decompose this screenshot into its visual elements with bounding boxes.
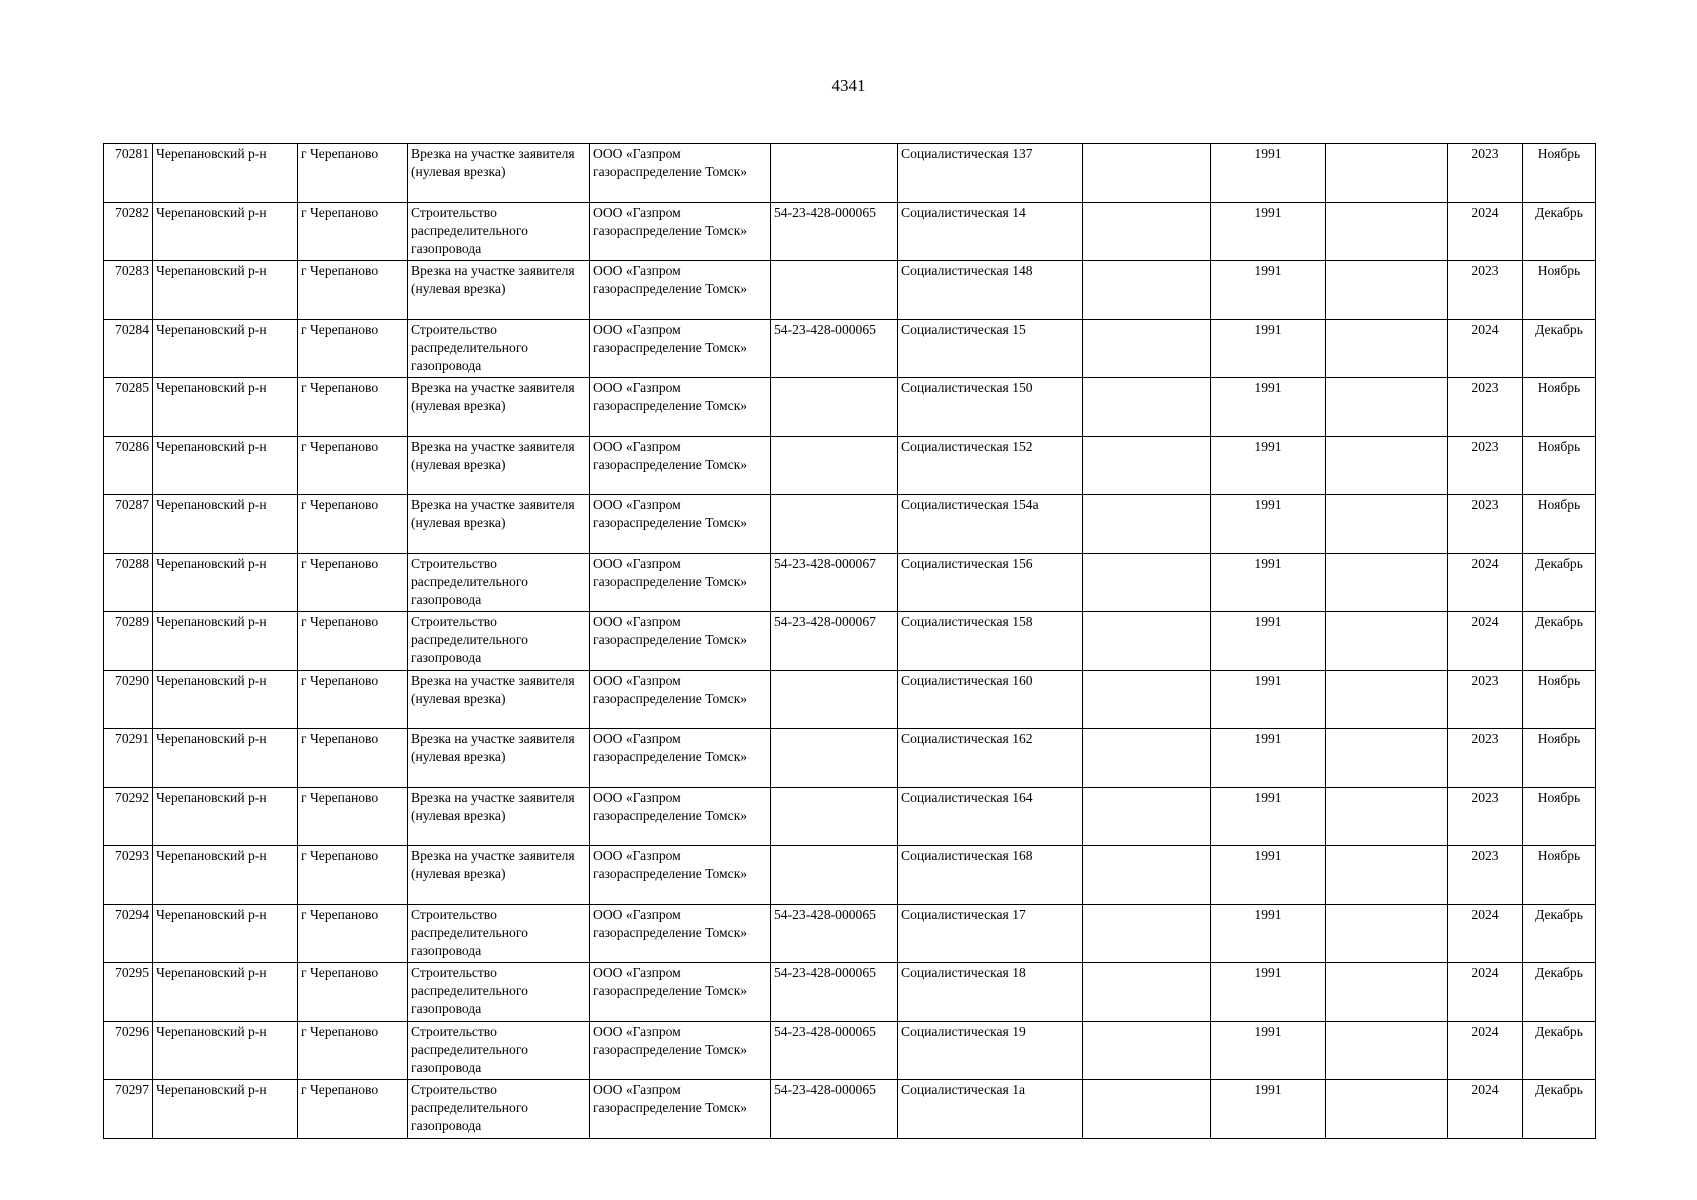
cell-address: Социалистическая 1а	[898, 1080, 1083, 1139]
cell-year: 1991	[1211, 729, 1326, 788]
cell-empty	[1326, 144, 1448, 203]
cell-locality: г Черепаново	[298, 436, 408, 495]
cell-code: 54-23-428-000065	[771, 202, 898, 261]
cell-month: Декабрь	[1523, 1080, 1596, 1139]
cell-id: 70285	[104, 378, 153, 437]
cell-organization: ООО «Газпром газораспределение Томск»	[590, 553, 771, 612]
cell-year: 1991	[1211, 495, 1326, 554]
cell-address: Социалистическая 160	[898, 670, 1083, 729]
cell-month: Ноябрь	[1523, 670, 1596, 729]
table-row	[104, 612, 1596, 671]
cell-district: Черепановский р-н	[153, 436, 298, 495]
cell-plan-year: 2024	[1448, 319, 1523, 378]
table-row	[104, 553, 1596, 612]
cell-work-type: Строительство распределительного газопровода	[408, 319, 590, 378]
cell-code: 54-23-428-000065	[771, 319, 898, 378]
cell-year: 1991	[1211, 553, 1326, 612]
cell-district: Черепановский р-н	[153, 612, 298, 671]
cell-locality: г Черепаново	[298, 787, 408, 846]
cell-work-type: Строительство распределительного газопровода	[408, 202, 590, 261]
cell-plan-year: 2024	[1448, 202, 1523, 261]
cell-month: Ноябрь	[1523, 787, 1596, 846]
table-row	[104, 319, 1596, 378]
cell-address: Социалистическая 14	[898, 202, 1083, 261]
cell-code	[771, 787, 898, 846]
cell-work-type: Строительство распределительного газопровода	[408, 612, 590, 671]
cell-district: Черепановский р-н	[153, 963, 298, 1022]
cell-year: 1991	[1211, 612, 1326, 671]
cell-empty	[1326, 670, 1448, 729]
cell-year: 1991	[1211, 846, 1326, 905]
table-row	[104, 202, 1596, 261]
cell-organization: ООО «Газпром газораспределение Томск»	[590, 202, 771, 261]
cell-year: 1991	[1211, 261, 1326, 320]
cell-code	[771, 436, 898, 495]
cell-plan-year: 2023	[1448, 670, 1523, 729]
cell-empty	[1083, 319, 1211, 378]
cell-address: Социалистическая 148	[898, 261, 1083, 320]
cell-district: Черепановский р-н	[153, 378, 298, 437]
page-number: 4341	[831, 76, 866, 95]
cell-district: Черепановский р-н	[153, 144, 298, 203]
cell-empty	[1326, 1080, 1448, 1139]
table-row	[104, 729, 1596, 788]
cell-month: Декабрь	[1523, 319, 1596, 378]
cell-code: 54-23-428-000065	[771, 904, 898, 963]
cell-empty	[1326, 846, 1448, 905]
cell-locality: г Черепаново	[298, 670, 408, 729]
cell-empty	[1083, 846, 1211, 905]
registry-body	[104, 144, 1596, 1139]
cell-empty	[1326, 787, 1448, 846]
cell-year: 1991	[1211, 1021, 1326, 1080]
cell-empty	[1083, 495, 1211, 554]
cell-year: 1991	[1211, 670, 1326, 729]
cell-year: 1991	[1211, 202, 1326, 261]
cell-code	[771, 729, 898, 788]
cell-month: Декабрь	[1523, 1021, 1596, 1080]
cell-id: 70281	[104, 144, 153, 203]
cell-address: Социалистическая 156	[898, 553, 1083, 612]
cell-month: Ноябрь	[1523, 436, 1596, 495]
cell-empty	[1083, 261, 1211, 320]
table-row	[104, 495, 1596, 554]
cell-code	[771, 144, 898, 203]
cell-month: Ноябрь	[1523, 144, 1596, 203]
cell-locality: г Черепаново	[298, 729, 408, 788]
cell-empty	[1083, 612, 1211, 671]
cell-code	[771, 495, 898, 554]
cell-organization: ООО «Газпром газораспределение Томск»	[590, 612, 771, 671]
cell-address: Социалистическая 152	[898, 436, 1083, 495]
cell-locality: г Черепаново	[298, 1021, 408, 1080]
cell-work-type: Врезка на участке заявителя (нулевая врезка)	[408, 144, 590, 203]
cell-month: Ноябрь	[1523, 495, 1596, 554]
cell-organization: ООО «Газпром газораспределение Томск»	[590, 787, 771, 846]
table-row	[104, 144, 1596, 203]
cell-plan-year: 2023	[1448, 787, 1523, 846]
cell-code: 54-23-428-000065	[771, 963, 898, 1022]
table-row	[104, 436, 1596, 495]
table-row	[104, 261, 1596, 320]
cell-empty	[1083, 729, 1211, 788]
cell-organization: ООО «Газпром газораспределение Томск»	[590, 729, 771, 788]
cell-empty	[1083, 904, 1211, 963]
cell-organization: ООО «Газпром газораспределение Томск»	[590, 378, 771, 437]
cell-address: Социалистическая 154а	[898, 495, 1083, 554]
cell-locality: г Черепаново	[298, 261, 408, 320]
cell-district: Черепановский р-н	[153, 553, 298, 612]
cell-id: 70286	[104, 436, 153, 495]
cell-organization: ООО «Газпром газораспределение Томск»	[590, 963, 771, 1022]
cell-id: 70289	[104, 612, 153, 671]
cell-month: Декабрь	[1523, 904, 1596, 963]
cell-district: Черепановский р-н	[153, 904, 298, 963]
cell-address: Социалистическая 137	[898, 144, 1083, 203]
cell-locality: г Черепаново	[298, 202, 408, 261]
cell-locality: г Черепаново	[298, 963, 408, 1022]
cell-work-type: Врезка на участке заявителя (нулевая врезка)	[408, 436, 590, 495]
cell-address: Социалистическая 150	[898, 378, 1083, 437]
table-row	[104, 963, 1596, 1022]
cell-address: Социалистическая 158	[898, 612, 1083, 671]
cell-empty	[1083, 553, 1211, 612]
cell-code: 54-23-428-000067	[771, 612, 898, 671]
table-row	[104, 904, 1596, 963]
cell-code	[771, 846, 898, 905]
cell-id: 70287	[104, 495, 153, 554]
cell-locality: г Черепаново	[298, 495, 408, 554]
cell-work-type: Врезка на участке заявителя (нулевая врезка)	[408, 670, 590, 729]
cell-code: 54-23-428-000067	[771, 553, 898, 612]
cell-id: 70290	[104, 670, 153, 729]
cell-plan-year: 2024	[1448, 904, 1523, 963]
cell-organization: ООО «Газпром газораспределение Томск»	[590, 436, 771, 495]
cell-code: 54-23-428-000065	[771, 1021, 898, 1080]
cell-year: 1991	[1211, 904, 1326, 963]
cell-address: Социалистическая 15	[898, 319, 1083, 378]
cell-year: 1991	[1211, 787, 1326, 846]
cell-organization: ООО «Газпром газораспределение Томск»	[590, 670, 771, 729]
cell-organization: ООО «Газпром газораспределение Томск»	[590, 1021, 771, 1080]
cell-month: Декабрь	[1523, 963, 1596, 1022]
cell-empty	[1083, 144, 1211, 203]
cell-year: 1991	[1211, 963, 1326, 1022]
table-row	[104, 378, 1596, 437]
cell-empty	[1326, 904, 1448, 963]
cell-id: 70284	[104, 319, 153, 378]
cell-locality: г Черепаново	[298, 612, 408, 671]
cell-empty	[1083, 787, 1211, 846]
cell-year: 1991	[1211, 436, 1326, 495]
cell-id: 70296	[104, 1021, 153, 1080]
cell-district: Черепановский р-н	[153, 787, 298, 846]
cell-district: Черепановский р-н	[153, 846, 298, 905]
cell-work-type: Врезка на участке заявителя (нулевая врезка)	[408, 495, 590, 554]
cell-empty	[1326, 495, 1448, 554]
cell-empty	[1326, 202, 1448, 261]
cell-address: Социалистическая 168	[898, 846, 1083, 905]
cell-plan-year: 2024	[1448, 963, 1523, 1022]
cell-district: Черепановский р-н	[153, 202, 298, 261]
cell-id: 70283	[104, 261, 153, 320]
cell-id: 70293	[104, 846, 153, 905]
cell-year: 1991	[1211, 378, 1326, 437]
cell-address: Социалистическая 164	[898, 787, 1083, 846]
table-row	[104, 1021, 1596, 1080]
cell-plan-year: 2023	[1448, 261, 1523, 320]
cell-month: Декабрь	[1523, 202, 1596, 261]
cell-plan-year: 2023	[1448, 144, 1523, 203]
table-row	[104, 1080, 1596, 1139]
cell-district: Черепановский р-н	[153, 670, 298, 729]
cell-work-type: Врезка на участке заявителя (нулевая врезка)	[408, 846, 590, 905]
cell-empty	[1326, 436, 1448, 495]
cell-year: 1991	[1211, 319, 1326, 378]
cell-plan-year: 2023	[1448, 846, 1523, 905]
cell-work-type: Строительство распределительного газопровода	[408, 904, 590, 963]
cell-empty	[1083, 963, 1211, 1022]
cell-address: Социалистическая 162	[898, 729, 1083, 788]
cell-id: 70295	[104, 963, 153, 1022]
cell-district: Черепановский р-н	[153, 1080, 298, 1139]
cell-year: 1991	[1211, 144, 1326, 203]
cell-id: 70294	[104, 904, 153, 963]
cell-plan-year: 2024	[1448, 612, 1523, 671]
cell-id: 70291	[104, 729, 153, 788]
cell-empty	[1326, 319, 1448, 378]
cell-plan-year: 2024	[1448, 553, 1523, 612]
cell-district: Черепановский р-н	[153, 729, 298, 788]
cell-id: 70292	[104, 787, 153, 846]
cell-empty	[1083, 436, 1211, 495]
cell-empty	[1326, 553, 1448, 612]
cell-organization: ООО «Газпром газораспределение Томск»	[590, 1080, 771, 1139]
cell-id: 70297	[104, 1080, 153, 1139]
cell-code	[771, 378, 898, 437]
cell-empty	[1326, 729, 1448, 788]
cell-organization: ООО «Газпром газораспределение Томск»	[590, 904, 771, 963]
cell-month: Ноябрь	[1523, 261, 1596, 320]
cell-month: Ноябрь	[1523, 846, 1596, 905]
cell-district: Черепановский р-н	[153, 261, 298, 320]
cell-empty	[1326, 963, 1448, 1022]
table-row	[104, 846, 1596, 905]
cell-organization: ООО «Газпром газораспределение Томск»	[590, 144, 771, 203]
cell-district: Черепановский р-н	[153, 319, 298, 378]
cell-work-type: Строительство распределительного газопровода	[408, 1021, 590, 1080]
cell-month: Ноябрь	[1523, 378, 1596, 437]
cell-locality: г Черепаново	[298, 846, 408, 905]
cell-locality: г Черепаново	[298, 378, 408, 437]
cell-district: Черепановский р-н	[153, 495, 298, 554]
cell-code	[771, 670, 898, 729]
cell-empty	[1326, 1021, 1448, 1080]
cell-month: Декабрь	[1523, 553, 1596, 612]
cell-empty	[1083, 1080, 1211, 1139]
cell-empty	[1326, 612, 1448, 671]
registry-table	[103, 143, 1596, 1139]
cell-code: 54-23-428-000065	[771, 1080, 898, 1139]
cell-empty	[1326, 378, 1448, 437]
cell-organization: ООО «Газпром газораспределение Томск»	[590, 846, 771, 905]
cell-locality: г Черепаново	[298, 1080, 408, 1139]
cell-locality: г Черепаново	[298, 144, 408, 203]
cell-work-type: Врезка на участке заявителя (нулевая врезка)	[408, 787, 590, 846]
cell-locality: г Черепаново	[298, 553, 408, 612]
cell-code	[771, 261, 898, 320]
cell-plan-year: 2023	[1448, 436, 1523, 495]
cell-address: Социалистическая 18	[898, 963, 1083, 1022]
cell-work-type: Врезка на участке заявителя (нулевая врезка)	[408, 378, 590, 437]
cell-district: Черепановский р-н	[153, 1021, 298, 1080]
cell-locality: г Черепаново	[298, 904, 408, 963]
cell-month: Декабрь	[1523, 612, 1596, 671]
cell-empty	[1083, 378, 1211, 437]
cell-work-type: Врезка на участке заявителя (нулевая врезка)	[408, 729, 590, 788]
table-row	[104, 670, 1596, 729]
cell-empty	[1083, 670, 1211, 729]
cell-organization: ООО «Газпром газораспределение Томск»	[590, 495, 771, 554]
cell-plan-year: 2023	[1448, 495, 1523, 554]
cell-empty	[1083, 1021, 1211, 1080]
cell-address: Социалистическая 17	[898, 904, 1083, 963]
cell-organization: ООО «Газпром газораспределение Томск»	[590, 319, 771, 378]
cell-organization: ООО «Газпром газораспределение Томск»	[590, 261, 771, 320]
cell-id: 70288	[104, 553, 153, 612]
cell-work-type: Врезка на участке заявителя (нулевая врезка)	[408, 261, 590, 320]
table-row	[104, 787, 1596, 846]
cell-plan-year: 2023	[1448, 378, 1523, 437]
cell-plan-year: 2024	[1448, 1080, 1523, 1139]
cell-work-type: Строительство распределительного газопровода	[408, 1080, 590, 1139]
cell-locality: г Черепаново	[298, 319, 408, 378]
cell-plan-year: 2023	[1448, 729, 1523, 788]
cell-month: Ноябрь	[1523, 729, 1596, 788]
cell-plan-year: 2024	[1448, 1021, 1523, 1080]
cell-empty	[1083, 202, 1211, 261]
cell-empty	[1326, 261, 1448, 320]
cell-year: 1991	[1211, 1080, 1326, 1139]
cell-work-type: Строительство распределительного газопровода	[408, 553, 590, 612]
cell-address: Социалистическая 19	[898, 1021, 1083, 1080]
cell-id: 70282	[104, 202, 153, 261]
cell-work-type: Строительство распределительного газопровода	[408, 963, 590, 1022]
